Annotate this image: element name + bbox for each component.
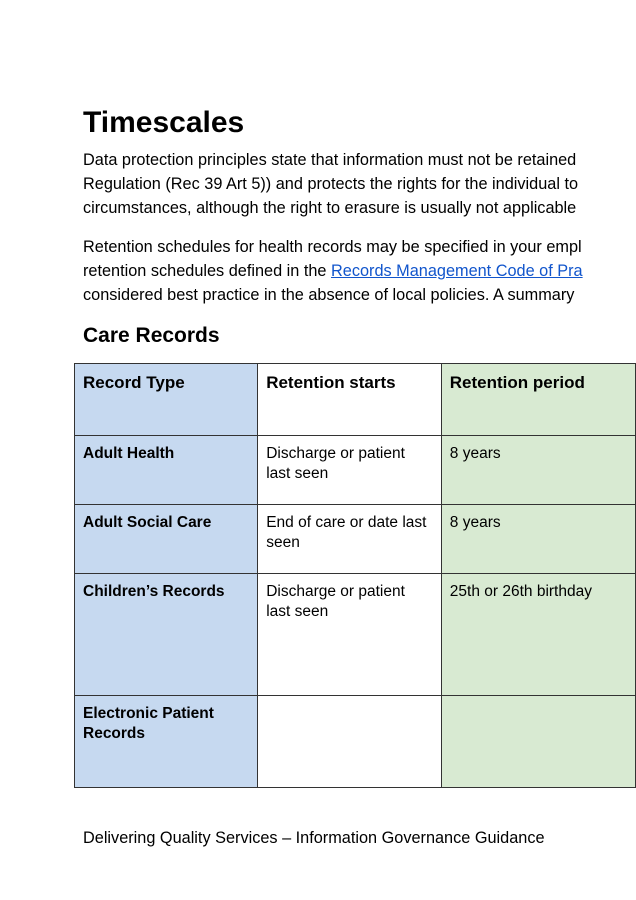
section-title: Care Records: [83, 324, 220, 347]
intro-line: circumstances, although the right to erasure is usually not applicable: [83, 199, 577, 217]
cell-record-type: Children’s Records: [75, 574, 258, 696]
table-row: [75, 696, 636, 788]
cell-record-type: Electronic Patient Records: [75, 696, 258, 788]
intro-paragraph: [83, 148, 578, 220]
retention-line: [83, 259, 583, 283]
cell-retention-period: 25th or 26th birthday: [441, 574, 635, 696]
cell-retention-starts: [258, 696, 442, 788]
table-header-row: [75, 364, 636, 436]
retention-paragraph: [83, 235, 583, 307]
records-management-code-link[interactable]: Records Management Code of Pra: [331, 262, 583, 280]
retention-line-text: retention schedules defined in the: [83, 262, 332, 280]
page-footer: Delivering Quality Services – Information Governance Guidance: [83, 829, 545, 847]
page-title: Timescales: [83, 106, 245, 139]
table-row: [75, 436, 636, 505]
cell-retention-period: 8 years: [441, 505, 635, 574]
cell-retention-starts: End of care or date last seen: [258, 505, 442, 574]
header-retention-starts: Retention starts: [258, 364, 442, 436]
retention-line: Retention schedules for health records may be specified in your empl: [83, 238, 582, 256]
care-records-table: [74, 363, 636, 788]
header-record-type: Record Type: [75, 364, 258, 436]
cell-retention-starts: Discharge or patient last seen: [258, 436, 442, 505]
header-retention-period: Retention period: [441, 364, 635, 436]
cell-record-type: Adult Social Care: [75, 505, 258, 574]
table-row: [75, 574, 636, 696]
cell-record-type: Adult Health: [75, 436, 258, 505]
cell-retention-period: 8 years: [441, 436, 635, 505]
table-row: [75, 505, 636, 574]
retention-line: considered best practice in the absence of local policies. A summary: [83, 286, 575, 304]
cell-retention-period: [441, 696, 635, 788]
intro-line: Regulation (Rec 39 Art 5)) and protects the rights for the individual to: [83, 175, 579, 193]
cell-retention-starts: Discharge or patient last seen: [258, 574, 442, 696]
intro-line: Data protection principles state that information must not be retained: [83, 151, 577, 169]
